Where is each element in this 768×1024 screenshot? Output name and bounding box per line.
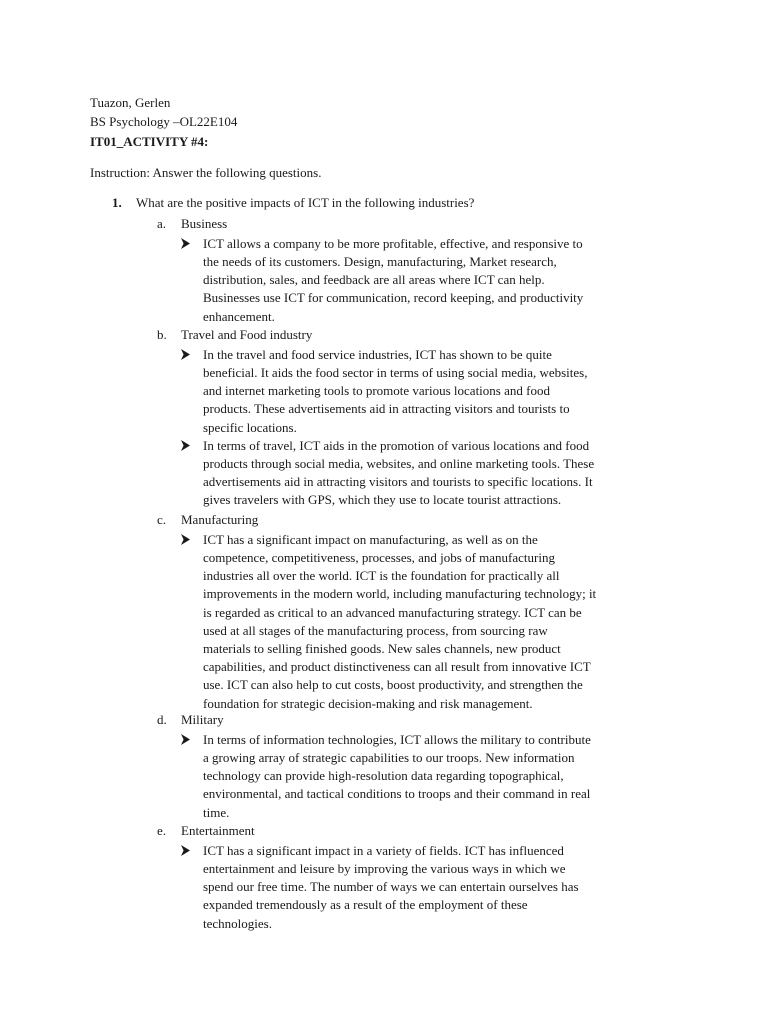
arrowhead-bullet-icon bbox=[181, 531, 193, 549]
sub-heading-letter: b. bbox=[157, 327, 167, 342]
bullet-line: environmental, and tactical conditions to troops and their command in real bbox=[203, 786, 591, 802]
bullet-text bbox=[203, 842, 663, 933]
bullet-line: products. These advertisements aid in attracting visitors and tourists to bbox=[203, 401, 570, 417]
bullet-line: Businesses use ICT for communication, record keeping, and productivity bbox=[203, 290, 584, 306]
bullet-line: technology can provide high-resolution data regarding topographical, bbox=[203, 768, 564, 784]
bullet-line: a growing array of strategic capabilities to our troops. New information bbox=[203, 749, 575, 765]
sub-heading-letter: a. bbox=[157, 216, 167, 231]
bullet-line: In terms of travel, ICT aids in the promotion of various locations and food bbox=[203, 437, 590, 453]
question-number: 1. bbox=[112, 195, 122, 210]
bullet-text bbox=[203, 531, 663, 713]
bullet-line: used at all stages of the manufacturing process, from sourcing raw bbox=[203, 622, 548, 638]
sub-heading-title: Travel and Food industry bbox=[181, 327, 313, 342]
sub-heading-title: Entertainment bbox=[181, 823, 255, 838]
sub-heading-title: Military bbox=[181, 712, 224, 727]
bullet-line: time. bbox=[203, 804, 230, 820]
arrowhead-bullet-icon bbox=[181, 346, 193, 364]
bullet-line: entertainment and leisure by improving the various ways in which we bbox=[203, 860, 566, 876]
bullet-line: improvements in the modern world, including manufacturing technology; it bbox=[203, 586, 597, 602]
sub-heading-letter: c. bbox=[157, 512, 167, 527]
arrowhead-bullet-icon bbox=[181, 235, 193, 253]
bullet-line: ICT has a significant impact on manufacturing, as well as on the bbox=[203, 531, 538, 547]
bullet-line: ICT allows a company to be more profitable, effective, and responsive to bbox=[203, 235, 583, 251]
instruction-text: Instruction: Answer the following questions. bbox=[90, 165, 322, 180]
bullet-line: is regarded as critical to an advanced manufacturing strategy. ICT can be bbox=[203, 604, 582, 620]
arrowhead-bullet-icon bbox=[181, 842, 193, 860]
bullet-line: materials to selling finished goods. New sales channels, new product bbox=[203, 640, 561, 656]
question-text: What are the positive impacts of ICT in the following industries? bbox=[136, 195, 475, 210]
bullet-line: technologies. bbox=[203, 915, 272, 931]
bullet-text bbox=[203, 731, 663, 822]
bullet-line: In terms of information technologies, ICT allows the military to contribute bbox=[203, 731, 591, 747]
bullet-line: use. ICT can also help to cut costs, boost productivity, and strengthen the bbox=[203, 677, 583, 693]
activity-title: IT01_ACTIVITY #4: bbox=[90, 134, 209, 149]
bullet-line: advertisements aid in attracting visitors and tourists to specific locations. It bbox=[203, 474, 593, 490]
arrowhead-bullet-icon bbox=[181, 437, 193, 455]
bullet-line: foundation for strategic decision-making and risk management. bbox=[203, 695, 533, 711]
bullet-line: In the travel and food service industries, ICT has shown to be quite bbox=[203, 346, 552, 362]
bullet-line: products through social media, websites, and online marketing tools. These bbox=[203, 455, 595, 471]
student-name: Tuazon, Gerlen bbox=[90, 95, 171, 110]
bullet-text bbox=[203, 235, 663, 326]
bullet-line: ICT has a significant impact in a variety of fields. ICT has influenced bbox=[203, 842, 564, 858]
bullet-line: enhancement. bbox=[203, 308, 275, 324]
bullet-line: and internet marketing tools to promote various locations and food bbox=[203, 383, 550, 399]
bullet-text bbox=[203, 437, 663, 510]
sub-heading-title: Manufacturing bbox=[181, 512, 259, 527]
course-section: BS Psychology –OL22E104 bbox=[90, 114, 238, 129]
sub-heading-letter: d. bbox=[157, 712, 167, 727]
bullet-line: competence, competitiveness, processes, and jobs of manufacturing bbox=[203, 549, 555, 565]
bullet-text bbox=[203, 346, 663, 437]
sub-heading-title: Business bbox=[181, 216, 228, 231]
bullet-line: beneficial. It aids the food sector in terms of using social media, websites, bbox=[203, 364, 588, 380]
bullet-line: expanded tremendously as a result of the employment of these bbox=[203, 897, 528, 913]
bullet-line: industries all over the world. ICT is the foundation for practically all bbox=[203, 568, 560, 584]
bullet-line: gives travelers with GPS, which they use to locate tourist attractions. bbox=[203, 492, 562, 508]
bullet-line: distribution, sales, and feedback are all areas where ICT can help. bbox=[203, 272, 545, 288]
bullet-line: the needs of its customers. Design, manufacturing, Market research, bbox=[203, 253, 557, 269]
sub-heading-letter: e. bbox=[157, 823, 167, 838]
arrowhead-bullet-icon bbox=[181, 731, 193, 749]
bullet-line: capabilities, and product distinctiveness can all result from innovative ICT bbox=[203, 659, 591, 675]
bullet-line: specific locations. bbox=[203, 419, 297, 435]
bullet-line: spend our free time. The number of ways we can entertain ourselves has bbox=[203, 879, 579, 895]
